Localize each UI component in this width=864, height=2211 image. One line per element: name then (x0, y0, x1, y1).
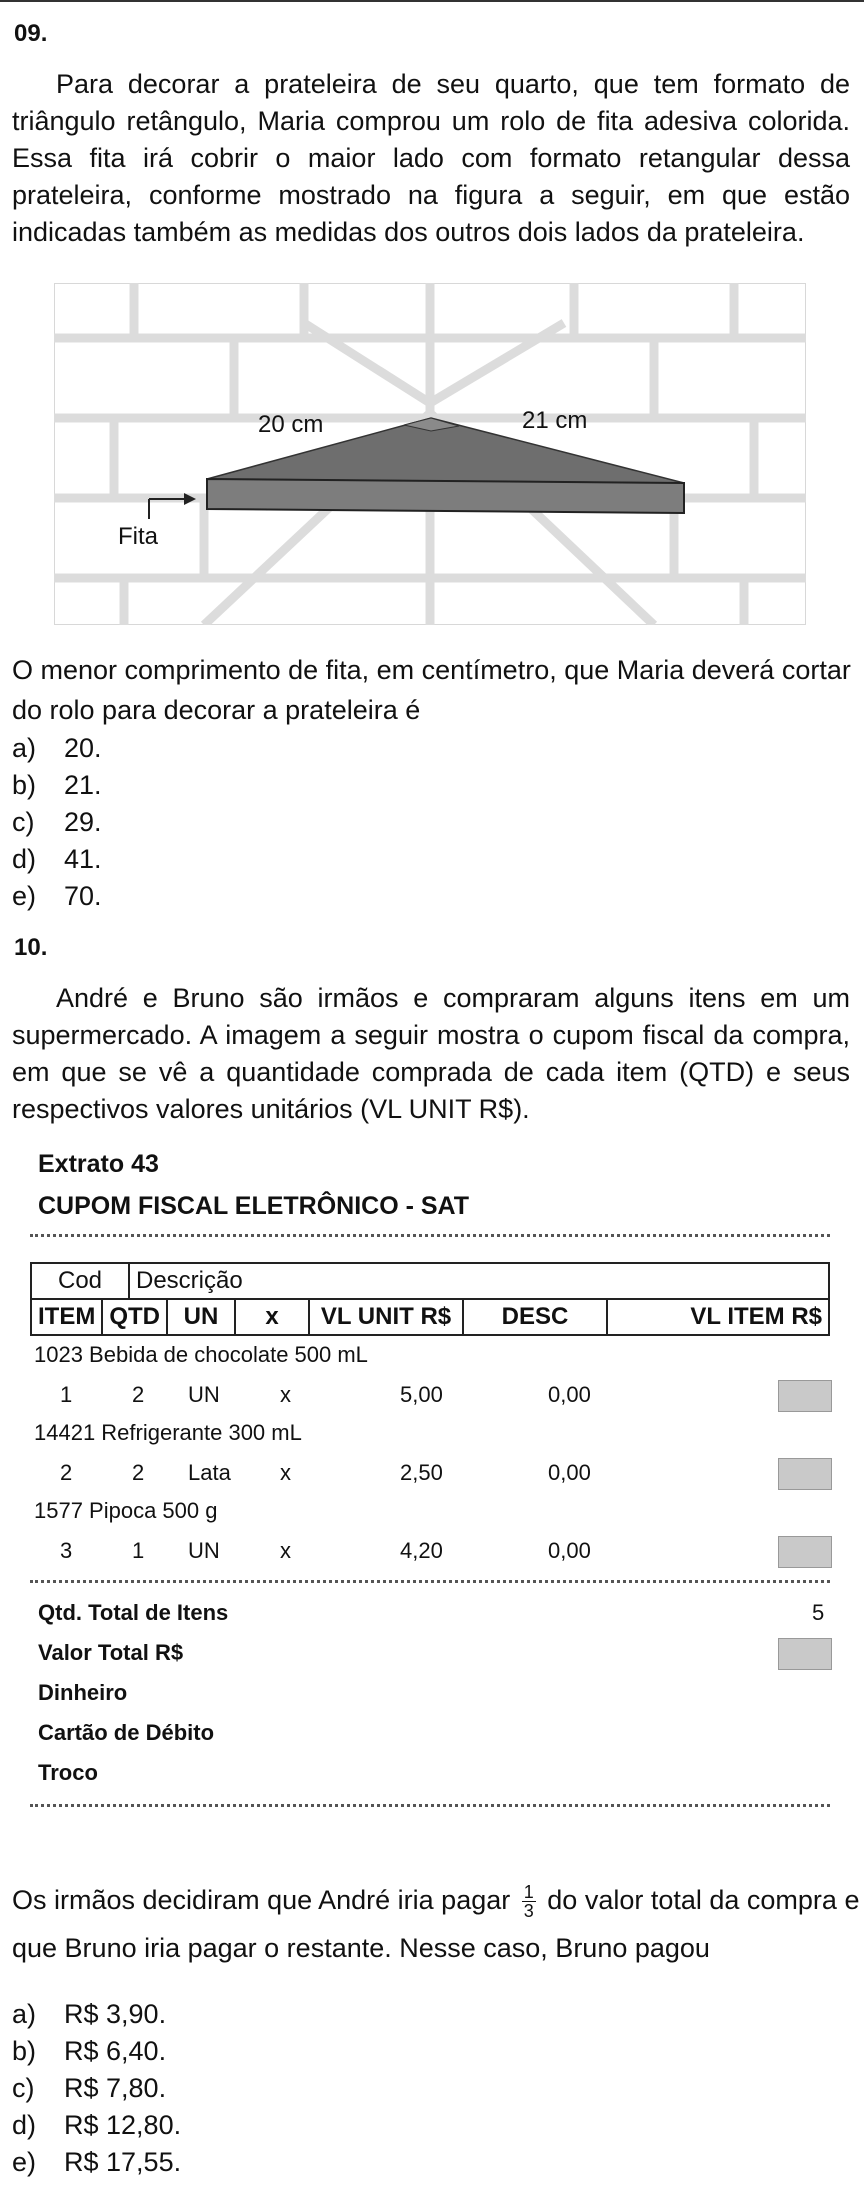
change-label: Troco (38, 1760, 98, 1785)
debit-card-label: Cartão de Débito (38, 1720, 215, 1745)
fraction-one-third: $\frac{1}{3}$ (523, 1882, 534, 1922)
receipt-item-desc: 1577 Pipoca 500 g (34, 1498, 218, 1523)
cash-label: Dinheiro (38, 1680, 128, 1705)
hidden-total-box (778, 1638, 832, 1670)
side-label-left: 20 cm (258, 411, 324, 438)
option-d: d) 41. (12, 844, 102, 874)
hidden-value-box (778, 1458, 832, 1490)
total-items-value: 5 (812, 1600, 825, 1625)
receipt-subtitle: CUPOM FISCAL ELETRÔNICO - SAT (38, 1192, 470, 1220)
total-value-label: Valor Total R$ (38, 1640, 184, 1665)
header-vl-unit: VL UNIT R$ (309, 1299, 463, 1335)
brick-wall-illustration (54, 283, 806, 625)
header-cod: Cod (31, 1263, 129, 1299)
option-d: d) R$ 12,80. (12, 2110, 182, 2140)
option-c: c) R$ 7,80. (12, 2073, 167, 2103)
hidden-value-box (778, 1380, 832, 1412)
header-item: ITEM (31, 1299, 102, 1335)
receipt-item-row: 3 1 UN x 4,20 0,00 (30, 1534, 830, 1568)
receipt-item-desc: 1023 Bebida de chocolate 500 mL (34, 1342, 368, 1367)
total-items-label: Qtd. Total de Itens (38, 1600, 229, 1625)
top-rule (0, 0, 864, 2)
receipt-item-desc: 14421 Refrigerante 300 mL (34, 1420, 302, 1445)
receipt-header-row2 (30, 1298, 830, 1336)
receipt-divider (30, 1580, 830, 1583)
question-09-options (12, 730, 102, 915)
option-a: a) 20. (12, 733, 102, 763)
header-un: UN (167, 1299, 235, 1335)
receipt-item-row: 2 2 Lata x 2,50 0,00 (30, 1456, 830, 1490)
question-10-statement: André e Bruno são irmãos e compraram alguns itens em um supermercado. A imagem a seguir mostra o cupom fiscal da compra, em que se vê a quantidade comprada de cada item (QTD) e seus respectivos valores unitários (VL UNIT R$). (12, 983, 850, 1124)
shelf-figure (54, 283, 806, 625)
hidden-value-box (778, 1536, 832, 1568)
question-10-prompt: Os irmãos decidiram que André iria pagar $\frac{1}{3}$ do valor total da compra e que Bruno iria pagar o restante. Nesse caso, Bruno pagou (12, 1882, 860, 1963)
tape-label: Fita (118, 523, 159, 550)
header-desc: DESC (463, 1299, 607, 1335)
header-qtd: QTD (102, 1299, 167, 1335)
question-09-prompt: O menor comprimento de fita, em centímetro, que Maria deverá cortar do rolo para decorar a prateleira é (12, 655, 851, 725)
question-10-options (12, 1996, 181, 2181)
question-number-10: 10. (14, 934, 48, 961)
header-x: x (235, 1299, 309, 1335)
side-label-right: 21 cm (522, 407, 588, 434)
receipt-item-row: 1 2 UN x 5,00 0,00 (30, 1378, 830, 1412)
receipt-divider (30, 1804, 830, 1807)
question-number-09: 09. (14, 20, 48, 47)
option-c: c) 29. (12, 807, 102, 837)
receipt-divider (30, 1234, 830, 1237)
option-e: e) 70. (12, 881, 102, 911)
header-descricao: Descrição (129, 1263, 829, 1299)
question-09-statement: Para decorar a prateleira de seu quarto, que tem formato de triângulo retângulo, Maria comprou um rolo de fita adesiva colorida. Essa fita irá cobrir o maior lado com formato retangular dessa prateleira, conforme mostrado na figura a seguir, em que estão indicadas também as medidas dos outros dois lados da prateleira. (12, 69, 850, 247)
receipt-header-row1 (30, 1262, 830, 1300)
option-a: a) R$ 3,90. (12, 1999, 167, 2029)
option-e: e) R$ 17,55. (12, 2147, 182, 2177)
receipt-title: Extrato 43 (38, 1150, 159, 1178)
header-vl-item: VL ITEM R$ (607, 1299, 829, 1335)
option-b: b) R$ 6,40. (12, 2036, 167, 2066)
option-b: b) 21. (12, 770, 102, 800)
